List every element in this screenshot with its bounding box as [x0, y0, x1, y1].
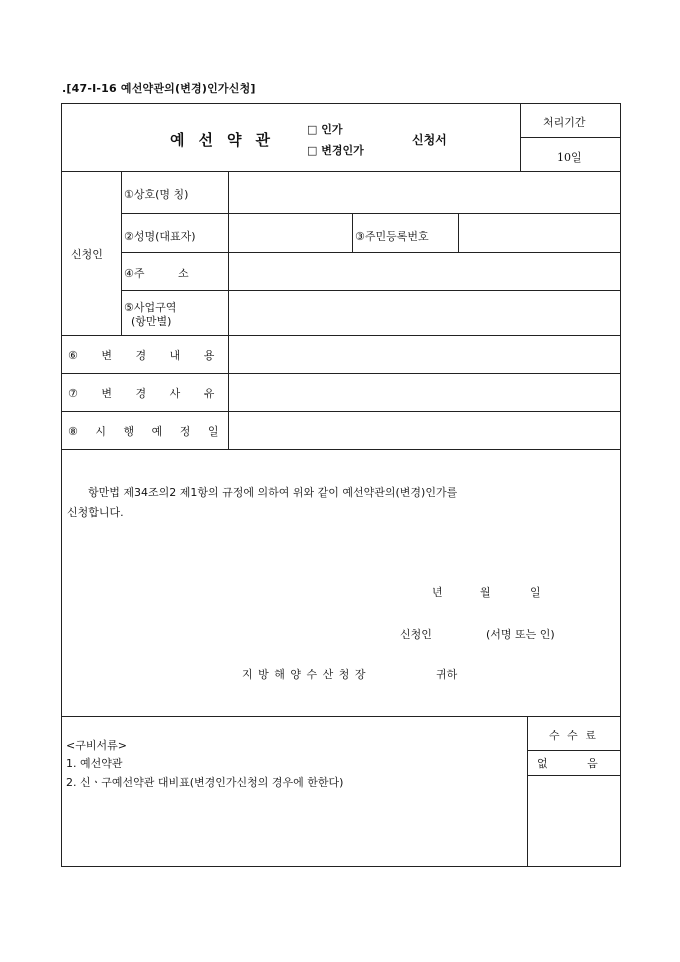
- documents-title: <구비서류>: [66, 739, 127, 752]
- rule-row-3: [121, 290, 621, 291]
- rule-row-6: [61, 411, 621, 412]
- rule-processing-split: [520, 137, 621, 138]
- rule-fee-2: [527, 775, 621, 776]
- fee-label: 수 수 료: [549, 729, 598, 742]
- representative-label: ②성명(대표자): [124, 230, 196, 243]
- addressee-honorific: 귀하: [436, 668, 458, 681]
- documents-item-2: 2. 신ㆍ구예선약관 대비표(변경인가신청의 경우에 한한다): [66, 776, 344, 789]
- rule-row-1: [121, 213, 621, 214]
- processing-period-value: 10일: [557, 151, 582, 164]
- rule-row-5: [61, 373, 621, 374]
- resident-number-field[interactable]: [460, 216, 618, 250]
- business-area-sub-label: (항만별): [131, 315, 172, 328]
- rule-statement-bottom: [61, 716, 621, 717]
- change-reason-field[interactable]: [230, 376, 618, 409]
- rule-row-4: [61, 335, 621, 336]
- change-content-field[interactable]: [230, 338, 618, 371]
- date-year: 년: [432, 586, 443, 599]
- rule-fee-left: [527, 716, 528, 867]
- change-reason-label: ⑦ 변 경 사 유: [68, 387, 225, 400]
- form-title-suffix: 신청서: [412, 133, 447, 147]
- rule-label-col: [228, 171, 229, 449]
- effective-date-field[interactable]: [230, 414, 618, 447]
- business-area-field[interactable]: [230, 293, 618, 333]
- applicant-section-label: 신청인: [71, 248, 103, 261]
- rule-row-2: [121, 252, 621, 253]
- documents-item-1: 1. 예선약관: [66, 757, 123, 770]
- signature-applicant-label: 신청인: [400, 628, 432, 641]
- statement-line-2: 신청합니다.: [67, 506, 124, 519]
- representative-field[interactable]: [230, 216, 350, 250]
- rule-regno-left: [352, 213, 353, 252]
- form-title: 예선약관: [170, 131, 284, 149]
- processing-period-label: 처리기간: [543, 116, 586, 129]
- change-content-label: ⑥ 변 경 내 용: [68, 349, 225, 362]
- rule-applicant-left: [121, 171, 122, 335]
- form-code: .[47-I-16 예선약관의(변경)인가신청]: [62, 82, 256, 95]
- rule-row-7: [61, 449, 621, 450]
- rule-title-bottom: [61, 171, 621, 172]
- addressee-office: 지방해양수산청장: [242, 668, 372, 681]
- date-day: 일: [530, 586, 541, 599]
- rule-fee-1: [527, 750, 621, 751]
- resident-number-label: ③주민등록번호: [355, 230, 429, 243]
- checkbox-change-approval[interactable]: □ 변경인가: [307, 144, 364, 157]
- effective-date-label: ⑧ 시 행 예 정 일: [68, 425, 226, 438]
- address-field[interactable]: [230, 255, 618, 288]
- rule-processing-left: [520, 103, 521, 171]
- business-area-label: ⑤사업구역: [124, 301, 177, 314]
- rule-regno-right: [458, 213, 459, 252]
- fee-value: 없 음: [537, 757, 598, 770]
- checkbox-approval[interactable]: □ 인가: [307, 123, 343, 136]
- statement-line-1: 항만법 제34조의2 제1항의 규정에 의하여 위와 같이 예선약관의(변경)인가를: [88, 486, 458, 499]
- date-month: 월: [480, 586, 491, 599]
- signature-note: (서명 또는 인): [486, 628, 555, 641]
- address-label: ④주 소: [124, 267, 189, 280]
- business-name-field[interactable]: [230, 174, 618, 210]
- business-name-label: ①상호(명 칭): [124, 188, 189, 201]
